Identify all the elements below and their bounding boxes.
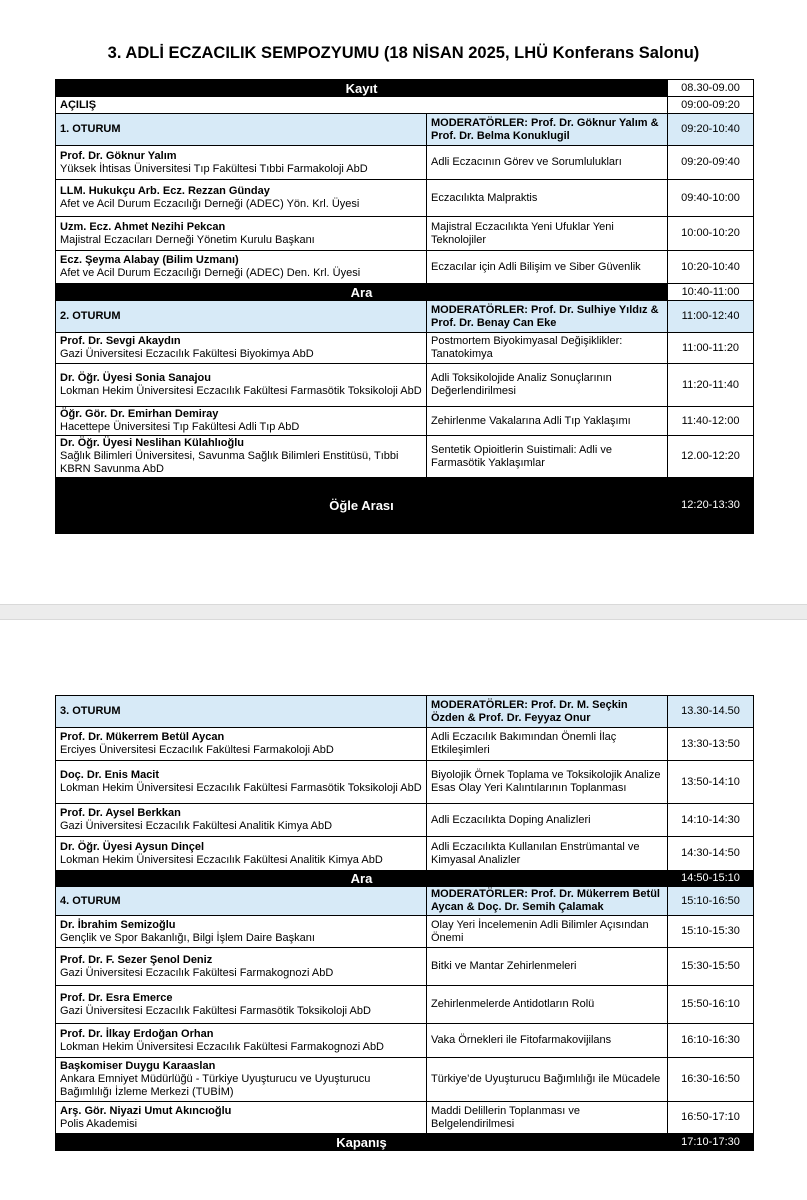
ara-1-label: Ara xyxy=(56,284,668,301)
session-4-moderators: MODERATÖRLER: Prof. Dr. Mükerrem Betül Aycan & Doç. Dr. Semih Çalamak xyxy=(427,887,668,916)
session-2-time: 11:00-12:40 xyxy=(668,301,754,333)
ara-1-time: 10:40-11:00 xyxy=(668,284,754,301)
talk-row xyxy=(56,728,754,761)
speaker-name: Dr. Öğr. Üyesi Aysun Dinçel xyxy=(60,840,205,853)
speaker-name: Prof. Dr. Göknur Yalım xyxy=(60,149,177,162)
speaker-affiliation: Gazi Üniversitesi Eczacılık Fakültesi Analitik Kimya AbD xyxy=(60,820,333,832)
talk-time: 11:40-12:00 xyxy=(668,407,754,436)
talk-time: 14:30-14:50 xyxy=(668,837,754,871)
speaker-affiliation: Afet ve Acil Durum Eczacılığı Derneği (ADEC) Den. Krl. Üyesi xyxy=(60,267,361,279)
session-2-row xyxy=(56,301,754,333)
kapanis-time: 17:10-17:30 xyxy=(668,1134,754,1151)
speaker-cell xyxy=(56,251,427,284)
talk-time: 16:50-17:10 xyxy=(668,1102,754,1134)
speaker-name: Ecz. Şeyma Alabay (Bilim Uzmanı) xyxy=(60,254,239,266)
speaker-affiliation: Lokman Hekim Üniversitesi Eczacılık Fakültesi Analitik Kimya AbD xyxy=(60,853,383,866)
speaker-affiliation: Lokman Hekim Üniversitesi Eczacılık Fakültesi Farmasötik Toksikoloji AbD xyxy=(60,385,422,397)
speaker-affiliation: Sağlık Bilimleri Üniversitesi, Savunma Sağlık Bilimleri Enstitüsü, Tıbbi KBRN Savunma AbD xyxy=(60,450,399,475)
speaker-affiliation: Erciyes Üniversitesi Eczacılık Fakültesi Farmakoloji AbD xyxy=(60,744,334,756)
schedule-table-morning xyxy=(55,79,754,534)
talk-time: 14:10-14:30 xyxy=(668,804,754,837)
kayit-time: 08.30-09.00 xyxy=(668,80,754,97)
talk-row xyxy=(56,146,754,180)
talk-topic: Türkiye’de Uyuşturucu Bağımlılığı ile Mücadele xyxy=(427,1058,668,1102)
speaker-affiliation: Hacettepe Üniversitesi Tıp Fakültesi Adli Tıp AbD xyxy=(60,421,300,433)
talk-topic: Sentetik Opioitlerin Suistimali: Adli ve Farmasötik Yaklaşımlar xyxy=(427,436,668,478)
speaker-cell xyxy=(56,948,427,986)
speaker-cell xyxy=(56,986,427,1024)
speaker-affiliation: Gazi Üniversitesi Eczacılık Fakültesi Farmakognozi AbD xyxy=(60,966,334,979)
session-4-row xyxy=(56,887,754,916)
schedule-table-afternoon xyxy=(55,695,754,1151)
session-4-label: 4. OTURUM xyxy=(56,887,427,916)
speaker-name: Başkomiser Duygu Karaaslan xyxy=(60,1060,216,1072)
acilis-time: 09:00-09:20 xyxy=(668,97,754,114)
speaker-cell xyxy=(56,217,427,251)
speaker-affiliation: Gençlik ve Spor Bakanlığı, Bilgi İşlem Daire Başkanı xyxy=(60,931,315,944)
page-2 xyxy=(0,620,807,1200)
talk-row xyxy=(56,217,754,251)
talk-row xyxy=(56,948,754,986)
talk-time: 16:10-16:30 xyxy=(668,1024,754,1058)
ogle-arasi-label: Öğle Arası xyxy=(56,478,668,534)
talk-time: 15:30-15:50 xyxy=(668,948,754,986)
speaker-name: Arş. Gör. Niyazi Umut Akıncıoğlu xyxy=(60,1104,232,1117)
talk-time: 15:10-15:30 xyxy=(668,916,754,948)
speaker-cell xyxy=(56,364,427,407)
session-2-label: 2. OTURUM xyxy=(56,301,427,333)
talk-time: 09:40-10:00 xyxy=(668,180,754,217)
speaker-cell xyxy=(56,146,427,180)
page-separator xyxy=(0,604,807,620)
speaker-cell xyxy=(56,804,427,837)
talk-row xyxy=(56,364,754,407)
session-1-row xyxy=(56,114,754,146)
speaker-cell xyxy=(56,333,427,364)
kayit-label: Kayıt xyxy=(56,80,668,97)
speaker-affiliation: Yüksek İhtisas Üniversitesi Tıp Fakültesi Tıbbi Farmakoloji AbD xyxy=(60,162,368,175)
talk-time: 11:20-11:40 xyxy=(668,364,754,407)
talk-topic: Zehirlenmelerde Antidotların Rolü xyxy=(427,986,668,1024)
session-2-moderators: MODERATÖRLER: Prof. Dr. Sulhiye Yıldız & Prof. Dr. Benay Can Eke xyxy=(427,301,668,333)
talk-time: 15:50-16:10 xyxy=(668,986,754,1024)
speaker-name: Prof. Dr. İlkay Erdoğan Orhan xyxy=(60,1027,214,1040)
talk-time: 16:30-16:50 xyxy=(668,1058,754,1102)
talk-time: 13:30-13:50 xyxy=(668,728,754,761)
speaker-cell xyxy=(56,1058,427,1102)
speaker-cell xyxy=(56,761,427,804)
session-3-label: 3. OTURUM xyxy=(56,696,427,728)
speaker-affiliation: Majistral Eczacıları Derneği Yönetim Kurulu Başkanı xyxy=(60,233,315,246)
speaker-cell xyxy=(56,436,427,478)
speaker-cell xyxy=(56,1024,427,1058)
talk-row xyxy=(56,251,754,284)
talk-time: 10:20-10:40 xyxy=(668,251,754,284)
speaker-name: Dr. Öğr. Üyesi Neslihan Külahlıoğlu xyxy=(60,437,244,449)
talk-topic: Biyolojik Örnek Toplama ve Toksikolojik Analize Esas Olay Yeri Kalıntılarının Toplanması xyxy=(427,761,668,804)
talk-row xyxy=(56,804,754,837)
speaker-affiliation: Lokman Hekim Üniversitesi Eczacılık Fakültesi Farmakognozi AbD xyxy=(60,1040,385,1053)
talk-row xyxy=(56,916,754,948)
session-1-moderators: MODERATÖRLER: Prof. Dr. Göknur Yalım & Prof. Dr. Belma Konuklugil xyxy=(427,114,668,146)
talk-topic: Adli Eczacılıkta Doping Analizleri xyxy=(427,804,668,837)
speaker-affiliation: Gazi Üniversitesi Eczacılık Fakültesi Farmasötik Toksikoloji AbD xyxy=(60,1004,371,1017)
kayit-row xyxy=(56,80,754,97)
talk-row xyxy=(56,761,754,804)
speaker-name: Prof. Dr. Mükerrem Betül Aycan xyxy=(60,731,225,743)
talk-topic: Maddi Delillerin Toplanması ve Belgelendirilmesi xyxy=(427,1102,668,1134)
speaker-name: Uzm. Ecz. Ahmet Nezihi Pekcan xyxy=(60,220,226,233)
session-1-time: 09:20-10:40 xyxy=(668,114,754,146)
ara-2-time: 14:50-15:10 xyxy=(668,871,754,887)
talk-row xyxy=(56,407,754,436)
acilis-label: AÇILIŞ xyxy=(56,97,668,114)
speaker-name: Prof. Dr. Esra Emerce xyxy=(60,991,173,1004)
talk-row xyxy=(56,333,754,364)
talk-topic: Adli Toksikolojide Analiz Sonuçlarının Değerlendirilmesi xyxy=(427,364,668,407)
speaker-affiliation: Gazi Üniversitesi Eczacılık Fakültesi Biyokimya AbD xyxy=(60,348,314,360)
talk-row xyxy=(56,436,754,478)
speaker-cell xyxy=(56,407,427,436)
speaker-name: Prof. Dr. F. Sezer Şenol Deniz xyxy=(60,953,213,966)
kapanis-label: Kapanış xyxy=(56,1134,668,1151)
speaker-cell xyxy=(56,728,427,761)
speaker-name: LLM. Hukukçu Arb. Ecz. Rezzan Günday xyxy=(60,185,270,197)
talk-topic: Bitki ve Mantar Zehirlenmeleri xyxy=(427,948,668,986)
document-title: 3. ADLİ ECZACILIK SEMPOZYUMU (18 NİSAN 2025, LHÜ Konferans Salonu) xyxy=(107,44,700,62)
ogle-arasi-time: 12:20-13:30 xyxy=(668,478,754,534)
ogle-arasi-row xyxy=(56,478,754,534)
talk-topic: Majistral Eczacılıkta Yeni Ufuklar Yeni Teknolojiler xyxy=(427,217,668,251)
speaker-cell xyxy=(56,1102,427,1134)
ara-2-row xyxy=(56,871,754,887)
speaker-name: Prof. Dr. Sevgi Akaydın xyxy=(60,335,181,347)
talk-topic: Eczacılıkta Malpraktis xyxy=(427,180,668,217)
talk-time: 12.00-12:20 xyxy=(668,436,754,478)
session-3-time: 13.30-14.50 xyxy=(668,696,754,728)
talk-topic: Olay Yeri İncelemenin Adli Bilimler Açısından Önemi xyxy=(427,916,668,948)
talk-topic: Eczacılar için Adli Bilişim ve Siber Güvenlik xyxy=(427,251,668,284)
talk-time: 11:00-11:20 xyxy=(668,333,754,364)
talk-topic: Adli Eczacılıkta Kullanılan Enstrümantal ve Kimyasal Analizler xyxy=(427,837,668,871)
speaker-affiliation: Polis Akademisi xyxy=(60,1117,138,1130)
talk-row xyxy=(56,1058,754,1102)
talk-row xyxy=(56,180,754,217)
speaker-affiliation: Lokman Hekim Üniversitesi Eczacılık Fakültesi Farmasötik Toksikoloji AbD xyxy=(60,782,422,794)
session-4-time: 15:10-16:50 xyxy=(668,887,754,916)
talk-row xyxy=(56,837,754,871)
talk-row xyxy=(56,986,754,1024)
speaker-name: Doç. Dr. Enis Macit xyxy=(60,769,160,781)
speaker-name: Dr. Öğr. Üyesi Sonia Sanajou xyxy=(60,372,211,384)
speaker-name: Öğr. Gör. Dr. Emirhan Demiray xyxy=(60,408,219,420)
kapanis-row xyxy=(56,1134,754,1151)
talk-topic: Vaka Örnekleri ile Fitofarmakovijilans xyxy=(427,1024,668,1058)
session-3-row xyxy=(56,696,754,728)
talk-time: 13:50-14:10 xyxy=(668,761,754,804)
session-1-label: 1. OTURUM xyxy=(56,114,427,146)
speaker-name: Prof. Dr. Aysel Berkkan xyxy=(60,807,181,819)
acilis-row xyxy=(56,97,754,114)
talk-time: 10:00-10:20 xyxy=(668,217,754,251)
talk-topic: Adli Eczacının Görev ve Sorumlulukları xyxy=(427,146,668,180)
ara-1-row xyxy=(56,284,754,301)
talk-row xyxy=(56,1024,754,1058)
talk-time: 09:20-09:40 xyxy=(668,146,754,180)
speaker-cell xyxy=(56,916,427,948)
speaker-cell xyxy=(56,837,427,871)
speaker-affiliation: Afet ve Acil Durum Eczacılığı Derneği (ADEC) Yön. Krl. Üyesi xyxy=(60,198,360,210)
talk-topic: Adli Eczacılık Bakımından Önemli İlaç Etkileşimleri xyxy=(427,728,668,761)
talk-topic: Postmortem Biyokimyasal Değişiklikler: Tanatokimya xyxy=(427,333,668,364)
ara-2-label: Ara xyxy=(56,871,668,887)
session-3-moderators: MODERATÖRLER: Prof. Dr. M. Seçkin Özden & Prof. Dr. Feyyaz Onur xyxy=(427,696,668,728)
speaker-name: Dr. İbrahim Semizoğlu xyxy=(60,918,176,931)
speaker-cell xyxy=(56,180,427,217)
talk-row xyxy=(56,1102,754,1134)
speaker-affiliation: Ankara Emniyet Müdürlüğü - Türkiye Uyuşturucu ve Uyuşturucu Bağımlılığı İzleme Merkezi (TUBİM) xyxy=(60,1073,371,1098)
talk-topic: Zehirlenme Vakalarına Adli Tıp Yaklaşımı xyxy=(427,407,668,436)
